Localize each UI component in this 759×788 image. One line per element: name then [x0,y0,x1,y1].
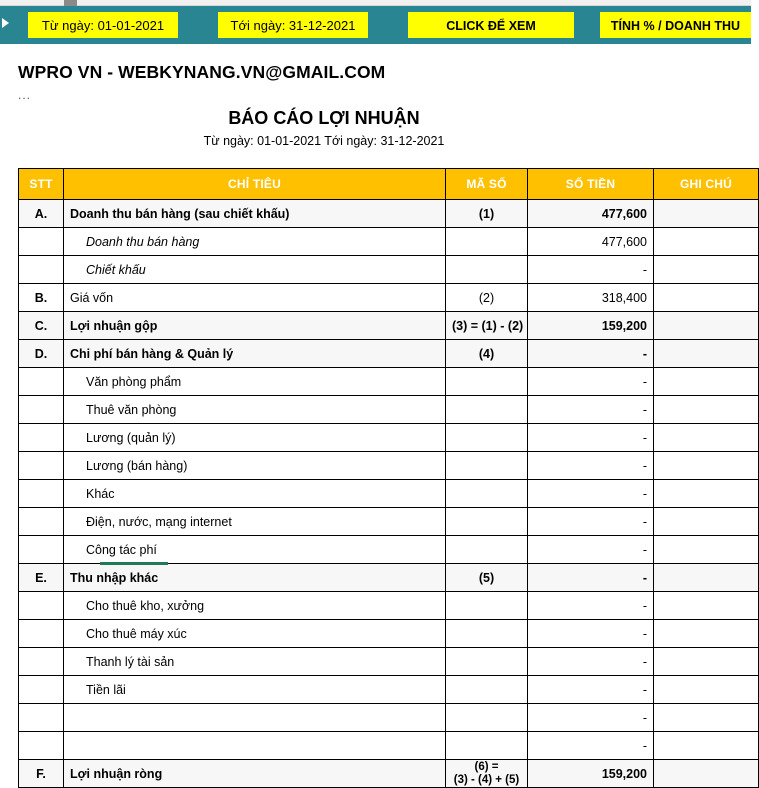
cell-ghichu [654,620,759,648]
cell-maso [446,732,528,760]
cell-sotien: - [528,452,654,480]
table-row[interactable] [19,424,759,452]
cell-sotien: 159,200 [528,760,654,788]
cell-maso [446,368,528,396]
cell-stt [19,368,64,396]
table-row[interactable] [19,452,759,480]
cell-stt [19,256,64,284]
cell-ghichu [654,564,759,592]
table-row[interactable] [19,480,759,508]
cursor-arrow-icon [2,18,9,28]
cell-sotien: - [528,340,654,368]
cell-chitieu: Điện, nước, mạng internet [64,508,446,536]
cell-ghichu [654,732,759,760]
cell-chitieu: Tiền lãi [64,676,446,704]
cell-sotien: - [528,564,654,592]
table-row[interactable] [19,704,759,732]
cell-chitieu: Lợi nhuận ròng [64,760,446,788]
cell-maso [446,508,528,536]
cell-sotien: - [528,424,654,452]
cell-stt [19,732,64,760]
cell-ghichu [654,424,759,452]
cell-stt [19,704,64,732]
cell-sotien: - [528,592,654,620]
cell-chitieu: Cho thuê kho, xưởng [64,592,446,620]
cell-chitieu: Thuê văn phòng [64,396,446,424]
cell-ghichu [654,648,759,676]
report-table-wrapper [18,168,758,788]
cell-chitieu: Lương (quản lý) [64,424,446,452]
cell-chitieu: Công tác phí [64,536,446,564]
cell-maso [446,424,528,452]
cell-maso: (2) [446,284,528,312]
cell-sotien: 159,200 [528,312,654,340]
cell-chitieu: Giá vốn [64,284,446,312]
table-row[interactable] [19,648,759,676]
to-date-button[interactable]: Tới ngày: 31-12-2021 [218,12,368,38]
cell-stt [19,620,64,648]
cell-chitieu: Chi phí bán hàng & Quản lý [64,340,446,368]
cell-sotien: - [528,648,654,676]
cell-ghichu [654,592,759,620]
cell-sotien: - [528,256,654,284]
cell-chitieu: Doanh thu bán hàng [64,228,446,256]
cell-stt [19,592,64,620]
cell-ghichu [654,704,759,732]
cell-stt: E. [19,564,64,592]
cell-ghichu [654,508,759,536]
cell-ghichu [654,452,759,480]
table-row[interactable] [19,284,759,312]
table-row[interactable] [19,228,759,256]
cell-chitieu: Doanh thu bán hàng (sau chiết khấu) [64,200,446,228]
cell-ghichu [654,256,759,284]
cell-ghichu [654,200,759,228]
table-row[interactable] [19,508,759,536]
table-row[interactable] [19,536,759,564]
from-date-button[interactable]: Từ ngày: 01-01-2021 [28,12,178,38]
column-header-ghichu: GHI CHÚ [654,169,759,200]
cell-stt [19,676,64,704]
cell-stt [19,228,64,256]
company-heading: WPRO VN - WEBKYNANG.VN@GMAIL.COM [18,62,386,82]
cell-ghichu [654,536,759,564]
cell-maso [446,704,528,732]
cell-ghichu [654,760,759,788]
cell-chitieu [64,732,446,760]
table-row[interactable] [19,340,759,368]
cell-maso [446,620,528,648]
cell-chitieu: Lợi nhuận gộp [64,312,446,340]
cell-stt [19,648,64,676]
table-body [19,200,759,788]
table-row[interactable] [19,620,759,648]
cell-ghichu [654,284,759,312]
cell-maso [446,396,528,424]
cell-maso: (4) [446,340,528,368]
table-row[interactable] [19,564,759,592]
cell-maso [446,256,528,284]
profit-report-table [18,168,759,788]
cell-sotien: - [528,396,654,424]
cell-maso [446,592,528,620]
cell-chitieu [64,704,446,732]
percent-of-revenue-button[interactable]: TÍNH % / DOANH THU [600,12,751,38]
cell-maso [446,452,528,480]
cell-ghichu [654,396,759,424]
cell-maso [446,536,528,564]
column-header-stt: STT [19,169,64,200]
table-row[interactable] [19,200,759,228]
cell-maso: (5) [446,564,528,592]
cell-sotien: 477,600 [528,228,654,256]
cell-maso [446,228,528,256]
cell-stt [19,396,64,424]
cell-chitieu: Cho thuê máy xúc [64,620,446,648]
cell-ghichu [654,676,759,704]
cell-maso: (3) = (1) - (2) [446,312,528,340]
cell-ghichu [654,340,759,368]
cell-chitieu: Khác [64,480,446,508]
cell-chitieu: Văn phòng phẩm [64,368,446,396]
table-row[interactable] [19,396,759,424]
cell-stt: D. [19,340,64,368]
cell-ghichu [654,312,759,340]
action-toolbar [0,6,751,44]
cell-ghichu [654,368,759,396]
cell-stt: A. [19,200,64,228]
column-header-maso: MÃ SỐ [446,169,528,200]
cell-sotien: - [528,676,654,704]
view-report-button[interactable]: CLICK ĐỂ XEM [408,12,574,38]
cell-maso: (1) [446,200,528,228]
table-row[interactable] [19,592,759,620]
cell-chitieu: Thanh lý tài sản [64,648,446,676]
cell-maso [446,480,528,508]
table-row[interactable] [19,312,759,340]
table-row[interactable] [19,368,759,396]
table-row[interactable] [19,676,759,704]
cell-sotien: 318,400 [528,284,654,312]
cell-stt [19,452,64,480]
cell-sotien: 477,600 [528,200,654,228]
column-header-sotien: SỐ TIỀN [528,169,654,200]
cell-stt [19,536,64,564]
report-sheet [0,44,751,786]
cell-stt: B. [19,284,64,312]
cell-sotien: - [528,480,654,508]
cell-maso [446,676,528,704]
cell-stt [19,424,64,452]
cell-chitieu: Thu nhập khác [64,564,446,592]
cell-stt: C. [19,312,64,340]
page-subtitle-date-range: Từ ngày: 01-01-2021 Tới ngày: 31-12-2021 [203,134,445,148]
cell-sotien: - [528,536,654,564]
cell-sotien: - [528,620,654,648]
cell-stt: F. [19,760,64,788]
cell-chitieu: Lương (bán hàng) [64,452,446,480]
page-title: BÁO CÁO LỢI NHUẬN [228,108,420,128]
column-header-chitieu: CHỈ TIÊU [64,169,446,200]
cell-sotien: - [528,508,654,536]
cell-maso [446,648,528,676]
table-row[interactable] [19,732,759,760]
cell-sotien: - [528,704,654,732]
table-row[interactable] [19,256,759,284]
table-header-row [19,169,759,200]
cell-ghichu [654,228,759,256]
cell-sotien: - [528,368,654,396]
cell-maso: (6) = (3) - (4) + (5) [446,760,528,788]
cell-ghichu [654,480,759,508]
table-row[interactable] [19,760,759,788]
cell-chitieu: Chiết khấu [64,256,446,284]
cell-stt [19,508,64,536]
cell-sotien: - [528,732,654,760]
cell-stt [19,480,64,508]
ellipsis-text: ... [18,88,32,102]
